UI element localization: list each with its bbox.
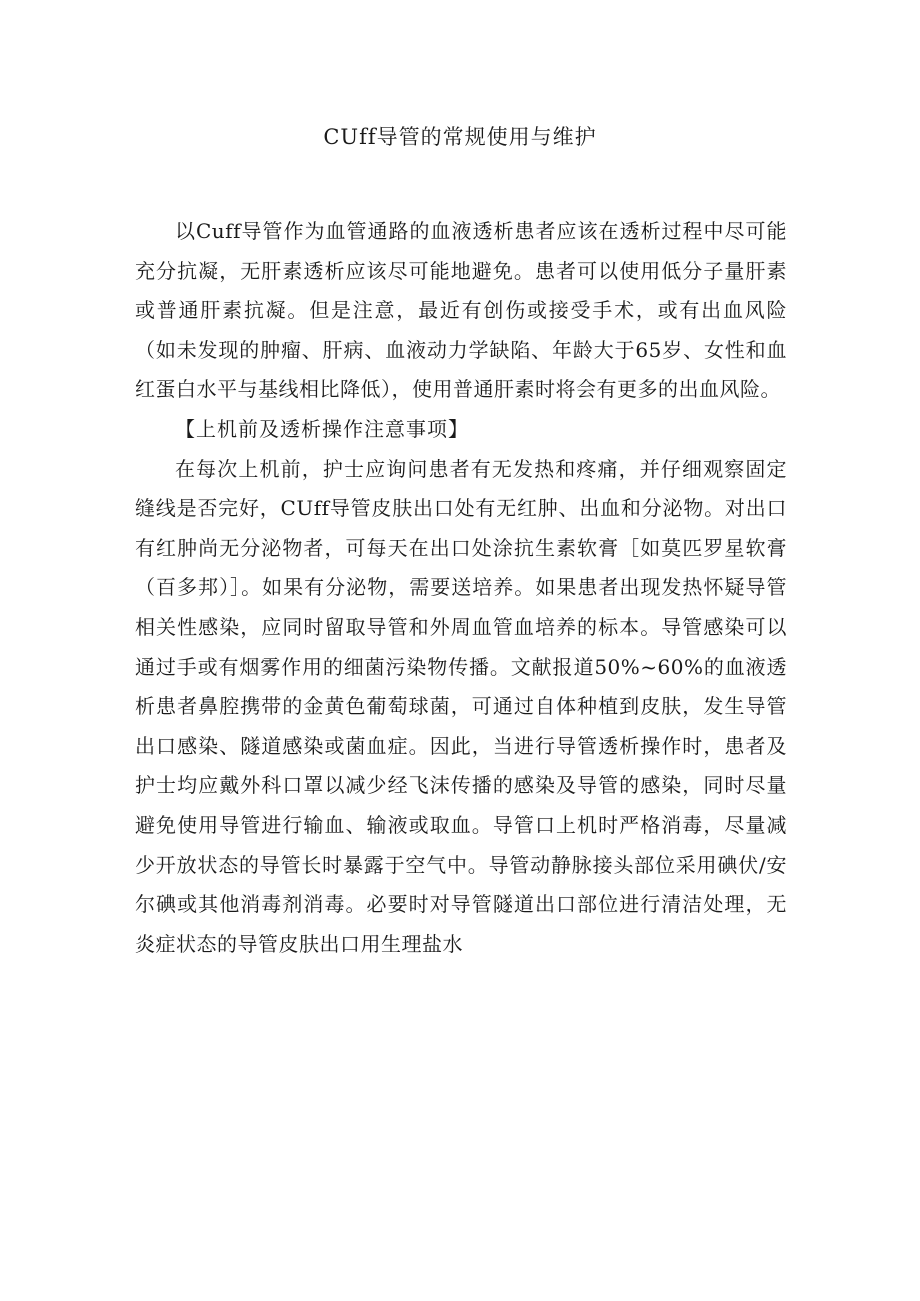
paragraph-precautions: 在每次上机前，护士应询问患者有无发热和疼痛，并仔细观察固定缝线是否完好，CUff导管皮肤出口处有无红肿、出血和分泌物。对出口有红肿尚无分泌物者，可每天在出口处涂抗生素软膏［如莫匹罗星软膏（百多邦）］。如果有分泌物，需要送培养。如果患者出现发热怀疑导管相关性感染，应同时留取导管和外周血管血培养的标本。导管感染可以通过手或有烟雾作用的细菌污染物传播。文献报道50%~60%的血液透析患者鼻腔携带的金黄色葡萄球菌，可通过自体种植到皮肤，发生导管出口感染、隧道感染或菌血症。因此，当进行导管透析操作时，患者及护士均应戴外科口罩以减少经飞沫传播的感染及导管的感染，同时尽量避免使用导管进行输血、输液或取血。导管口上机时严格消毒，尽量减少开放状态的导管长时暴露于空气中。导管动静脉接头部位采用碘伏/安尔碘或其他消毒剂消毒。必要时对导管隧道出口部位进行清洁处理，无炎症状态的导管皮肤出口用生理盐水 [135,456,787,956]
document-body [135,212,787,964]
document-title: CUff导管的常规使用与维护 [323,125,597,149]
section-heading-precautions: 【上机前及透析操作注意事项】 [175,416,469,441]
paragraph-anticoagulation: 以Cuff导管作为血管通路的血液透析患者应该在透析过程中尽可能充分抗凝，无肝素透析应该尽可能地避免。患者可以使用低分子量肝素或普通肝素抗凝。但是注意，最近有创伤或接受手术，或有出血风险（如未发现的肿瘤、肝病、血液动力学缺陷、年龄大于65岁、女性和血红蛋白水平与基线相比降低），使用普通肝素时将会有更多的出血风险。 [135,219,787,402]
